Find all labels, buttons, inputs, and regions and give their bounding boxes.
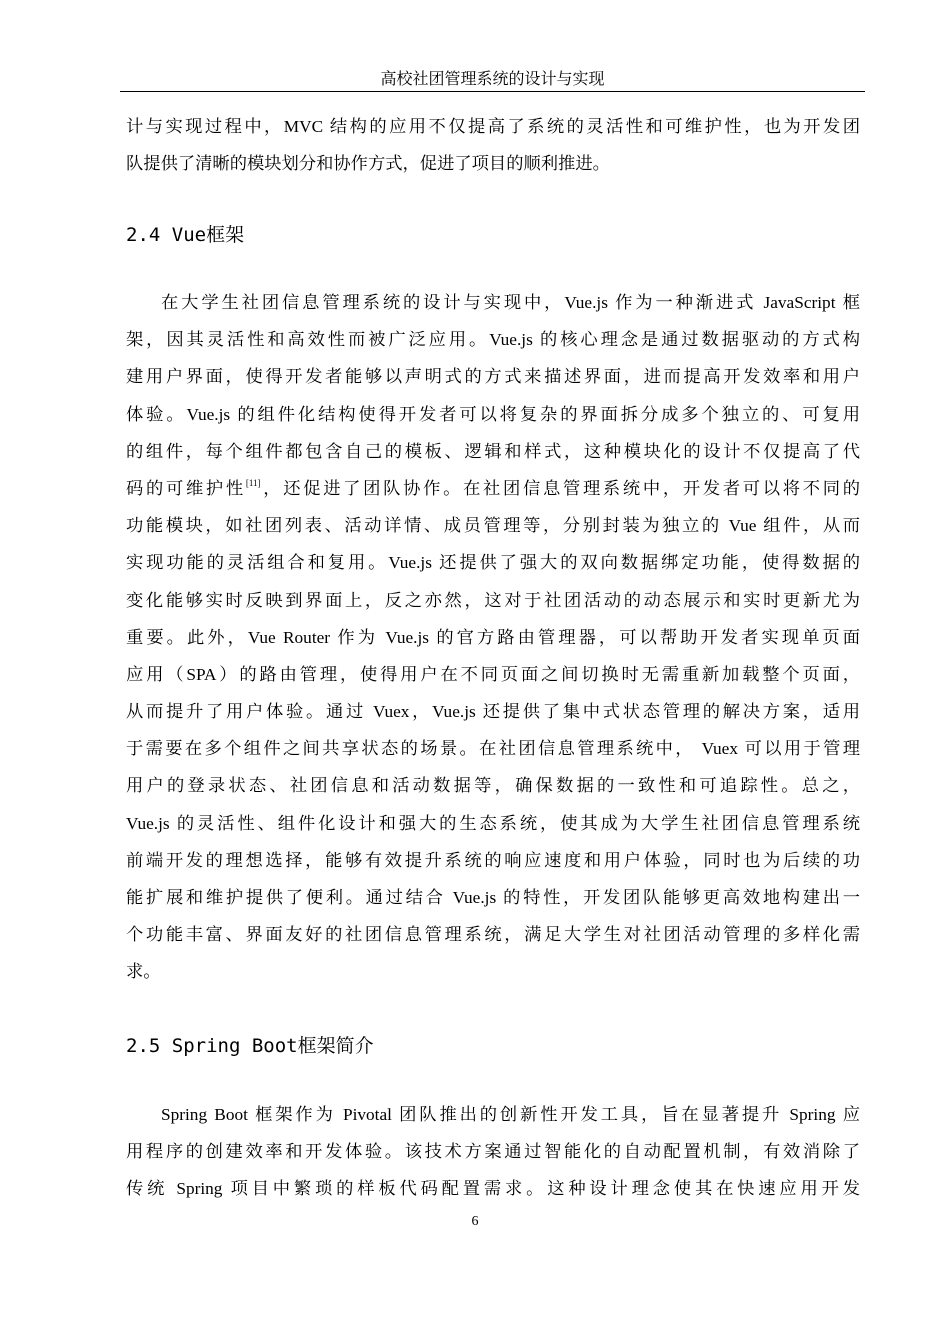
paragraph-line: 重要。此外，Vue Router 作为 Vue.js 的官方路由管理器，可以帮助开发者实现单页面 [126, 627, 860, 647]
section-heading-2-4 [126, 223, 244, 247]
paragraph-line: 计与实现过程中，MVC 结构的应用不仅提高了系统的灵活性和可维护性，也为开发团 [126, 117, 860, 136]
section-title: 框架简介 [297, 1035, 374, 1057]
paragraph-line: 个功能丰富、界面友好的社团信息管理系统，满足大学生对社团活动管理的多样化需 [126, 925, 860, 945]
section-heading-2-5 [126, 1034, 374, 1058]
section-number: 2.5 Spring Boot [126, 1035, 298, 1057]
section-title: 框架 [206, 224, 245, 246]
paragraph-line: 变化能够实时反映到界面上，反之亦然，这对于社团活动的动态展示和实时更新尤为 [126, 590, 860, 610]
paragraph-line: 功能模块，如社团列表、活动详情、成员管理等，分别封装为独立的 Vue 组件，从而 [126, 516, 860, 536]
text-fragment: ，还促进了团队协作。在社团信息管理系统中，开发者可以将不同的 [260, 478, 860, 498]
paragraph-line: 用程序的创建效率和开发体验。该技术方案通过智能化的自动配置机制，有效消除了 [126, 1142, 860, 1162]
paragraph-line: 架，因其灵活性和高效性而被广泛应用。Vue.js 的核心理念是通过数据驱动的方式构 [126, 330, 860, 350]
paragraph-line: Spring Boot 框架作为 Pivotal 团队推出的创新性开发工具，旨在显著提升 Spring 应 [161, 1105, 860, 1124]
paragraph-line: 应用（SPA）的路由管理，使得用户在不同页面之间切换时无需重新加载整个页面， [126, 664, 860, 684]
paragraph-line: Vue.js 的灵活性、组件化设计和强大的生态系统，使其成为大学生社团信息管理系统 [126, 813, 860, 833]
paragraph-line: 传统 Spring 项目中繁琐的样板代码配置需求。这种设计理念使其在快速应用开发 [126, 1179, 860, 1199]
running-header-title: 高校社团管理系统的设计与实现 [380, 71, 605, 88]
text-fragment: 码的可维护性 [126, 478, 246, 498]
vue-paragraph [126, 284, 860, 991]
paragraph-line: 在大学生社团信息管理系统的设计与实现中，Vue.js 作为一种渐进式 JavaScript 框 [161, 293, 860, 312]
paragraph-line: 实现功能的灵活组合和复用。Vue.js 还提供了强大的双向数据绑定功能，使得数据的 [126, 553, 860, 573]
paragraph-line: 求。 [126, 962, 161, 982]
page-number: 6 [471, 1214, 479, 1229]
paragraph-line [126, 470, 860, 507]
paragraph-line: 能扩展和维护提供了便利。通过结合 Vue.js 的特性，开发团队能够更高效地构建出一 [126, 888, 860, 907]
paragraph-line: 建用户界面，使得开发者能够以声明式的方式来描述界面，进而提高开发效率和用户 [126, 367, 860, 387]
paragraph-line: 从而提升了用户体验。通过 Vuex，Vue.js 还提供了集中式状态管理的解决方案，适用 [126, 702, 860, 722]
paragraph-line: 队提供了清晰的模块划分和协作方式，促进了项目的顺利推进。 [126, 154, 610, 174]
paragraph-line: 体验。Vue.js 的组件化结构使得开发者可以将复杂的界面拆分成多个独立的、可复用 [126, 404, 860, 424]
intro-paragraph [126, 108, 860, 182]
paragraph-line: 用户的登录状态、社团信息和活动数据等，确保数据的一致性和可追踪性。总之， [126, 776, 860, 796]
header-rule [120, 91, 865, 92]
section-number: 2.4 Vue [126, 224, 207, 246]
paragraph-line: 前端开发的理想选择，能够有效提升系统的响应速度和用户体验，同时也为后续的功 [126, 850, 860, 870]
paragraph-line: 的组件，每个组件都包含自己的模板、逻辑和样式，这种模块化的设计不仅提高了代 [126, 441, 860, 461]
citation-reference: [11] [245, 477, 261, 488]
paragraph-line: 于需要在多个组件之间共享状态的场景。在社团信息管理系统中， Vuex 可以用于管理 [126, 739, 860, 759]
spring-boot-paragraph [126, 1096, 860, 1208]
